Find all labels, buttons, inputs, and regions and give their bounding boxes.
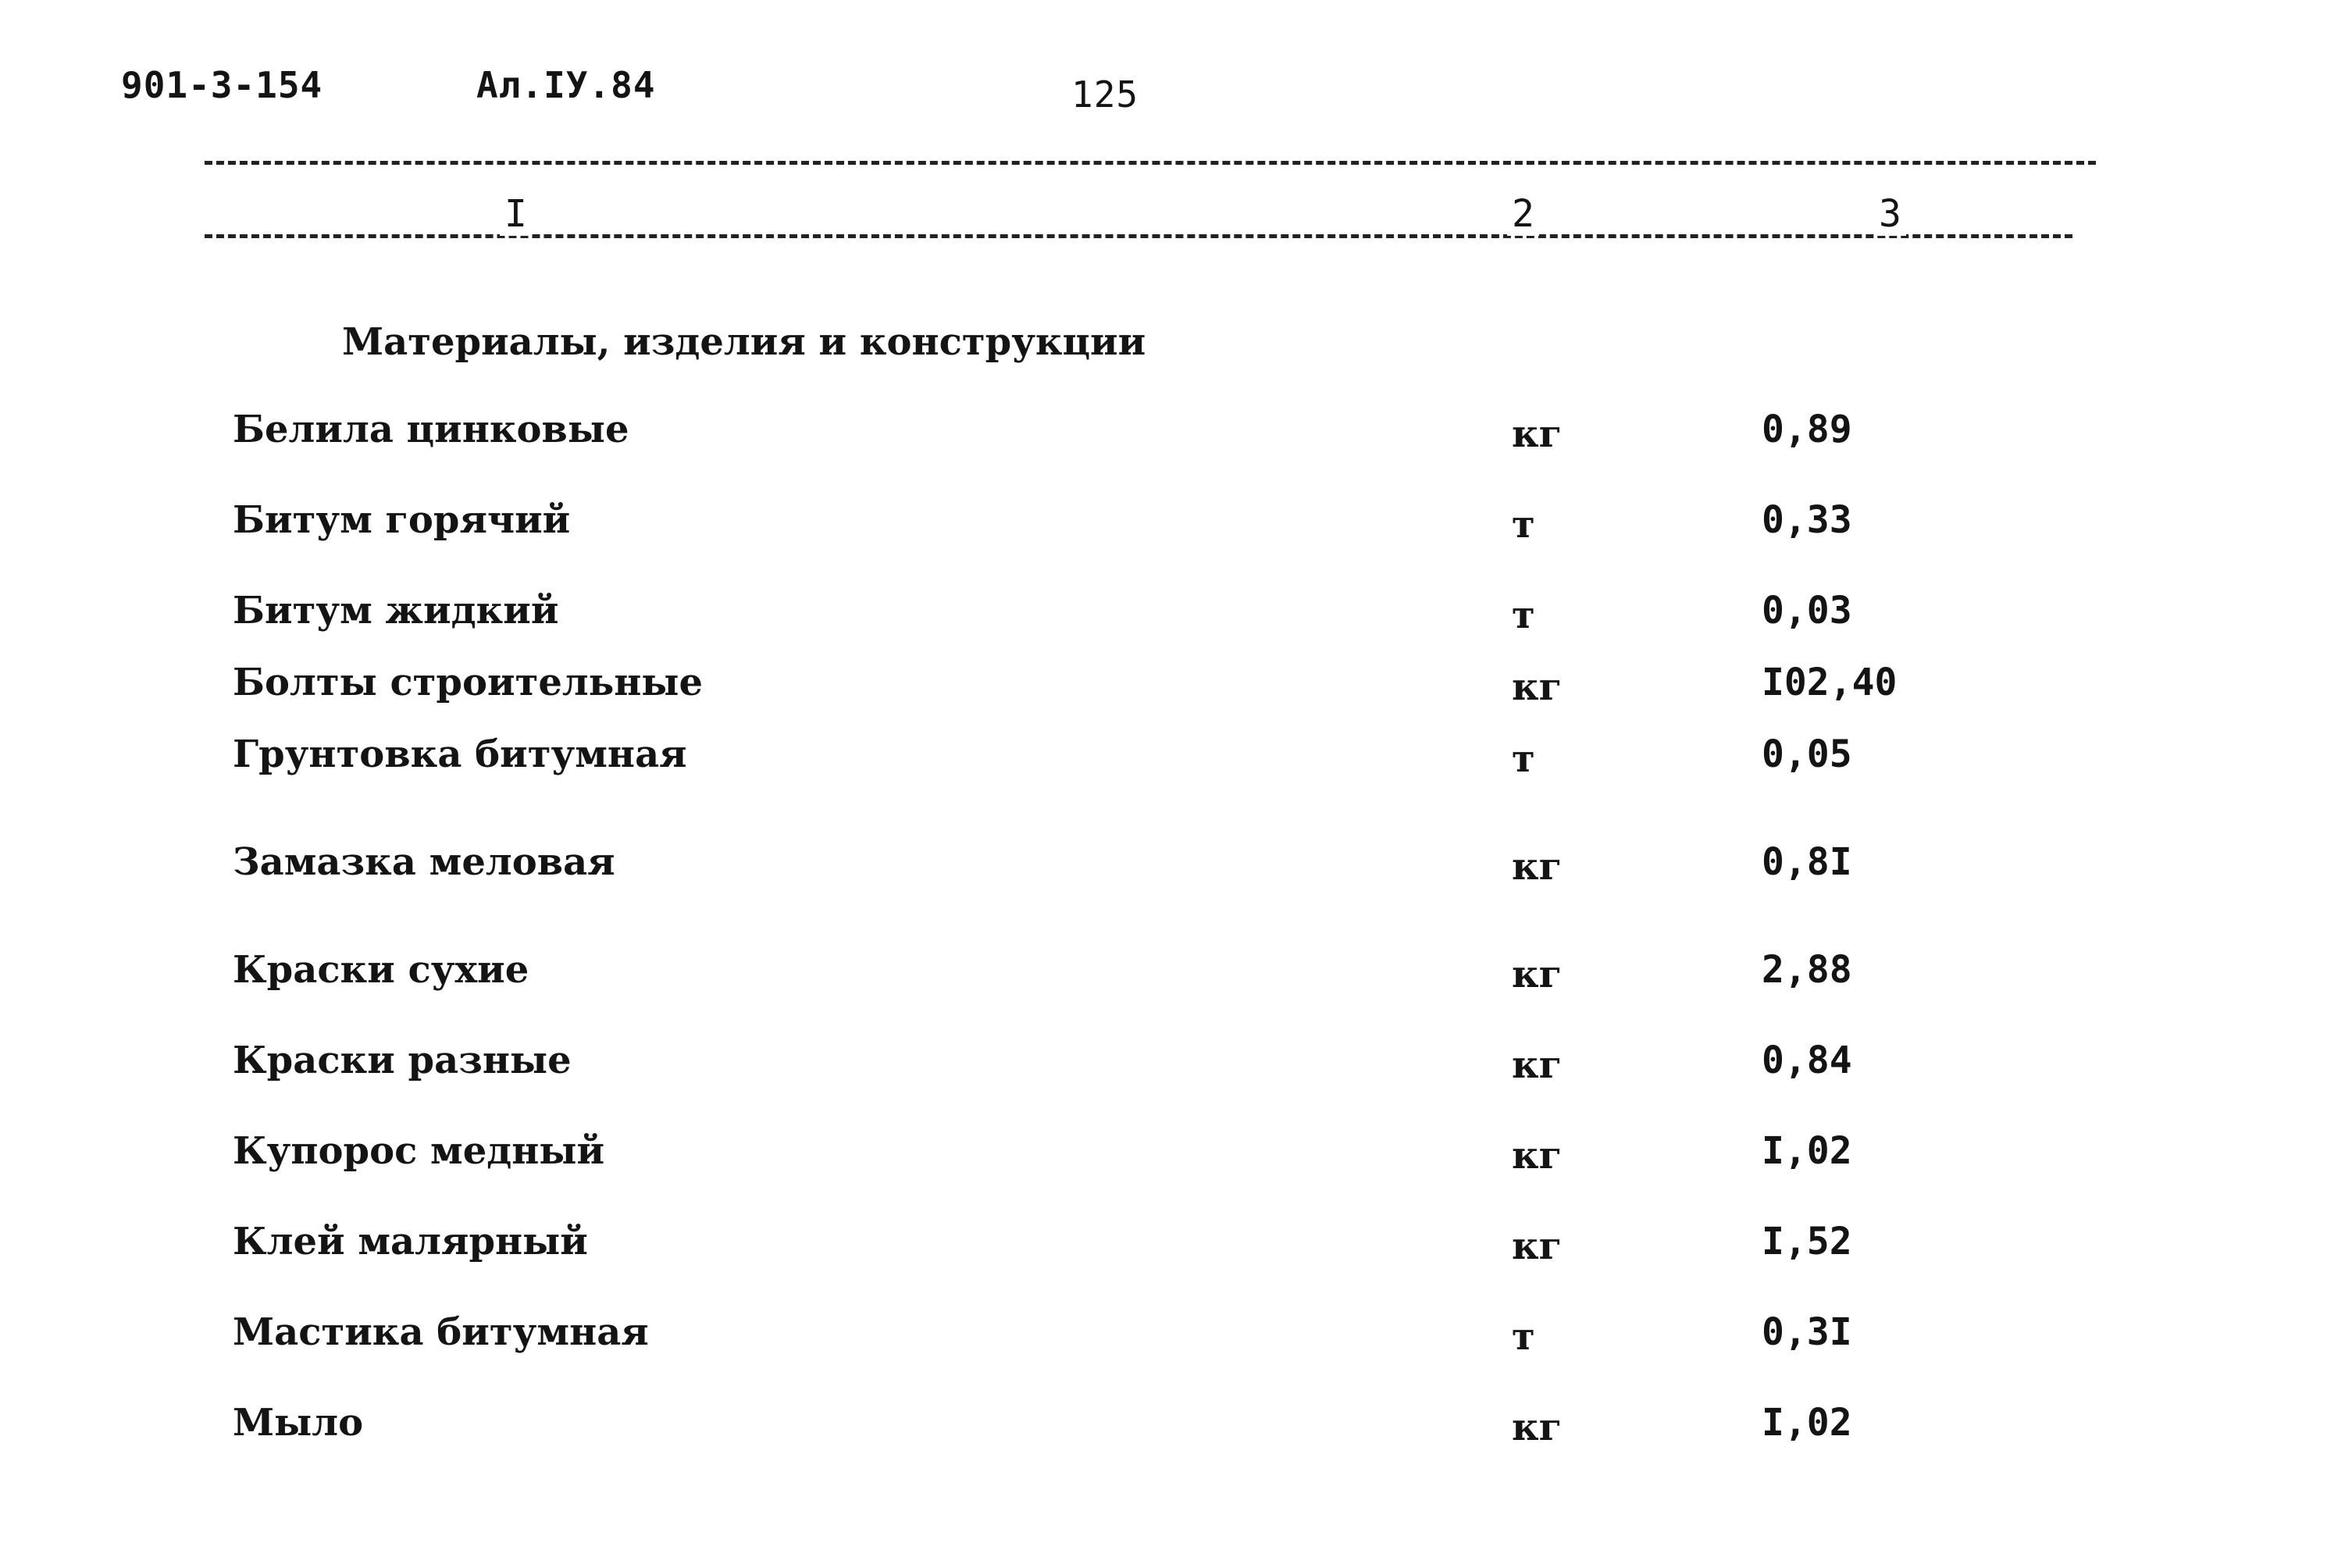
- quantity: 0,8I: [1762, 840, 1852, 884]
- unit-of-measure: т: [1512, 503, 1535, 547]
- material-name: Замазка меловая: [233, 840, 615, 884]
- unit-of-measure: кг: [1512, 1406, 1563, 1449]
- quantity: I,52: [1762, 1220, 1852, 1263]
- column-label-1: I: [500, 192, 532, 236]
- unit-of-measure: кг: [1512, 412, 1563, 456]
- unit-of-measure: кг: [1512, 845, 1563, 889]
- document-code: 901-3-154: [121, 64, 323, 106]
- material-name: Битум жидкий: [233, 589, 559, 633]
- table-row: [0, 1220, 2352, 1274]
- column-label-2: 2: [1507, 192, 1539, 236]
- material-name: Болты строительные: [233, 661, 704, 704]
- quantity: 0,05: [1762, 732, 1852, 776]
- section-heading: Материалы, изделия и конструкции: [342, 320, 1146, 364]
- material-name: Краски сухие: [233, 948, 529, 992]
- table-row: [0, 732, 2352, 787]
- table-row: [0, 948, 2352, 1003]
- material-name: Мастика битумная: [233, 1310, 649, 1354]
- quantity: I,02: [1762, 1129, 1852, 1173]
- album-number: Ал.IУ.84: [476, 64, 656, 106]
- material-name: Краски разные: [233, 1039, 572, 1082]
- material-name: Грунтовка битумная: [233, 732, 687, 776]
- quantity: 0,84: [1762, 1039, 1852, 1082]
- unit-of-measure: кг: [1512, 665, 1563, 709]
- unit-of-measure: т: [1512, 593, 1535, 637]
- table-row: [0, 589, 2352, 643]
- table-row: [0, 1039, 2352, 1093]
- table-header-rule: [205, 234, 2072, 238]
- unit-of-measure: т: [1512, 737, 1535, 781]
- unit-of-measure: т: [1512, 1315, 1535, 1359]
- quantity: 0,33: [1762, 498, 1852, 542]
- table-row: [0, 840, 2352, 895]
- table-top-rule: [205, 161, 2096, 165]
- quantity: I02,40: [1762, 661, 1898, 704]
- table-row: [0, 661, 2352, 715]
- table-row: [0, 408, 2352, 462]
- column-label-3: 3: [1874, 192, 1906, 236]
- table-row: [0, 498, 2352, 553]
- unit-of-measure: кг: [1512, 953, 1563, 996]
- unit-of-measure: кг: [1512, 1043, 1563, 1087]
- material-name: Купорос медный: [233, 1129, 605, 1173]
- quantity: 0,3I: [1762, 1310, 1852, 1354]
- table-row: [0, 1129, 2352, 1184]
- unit-of-measure: кг: [1512, 1134, 1563, 1178]
- material-name: Мыло: [233, 1401, 364, 1445]
- page-number: 125: [1071, 73, 1139, 116]
- unit-of-measure: кг: [1512, 1224, 1563, 1268]
- quantity: 2,88: [1762, 948, 1852, 992]
- quantity: 0,89: [1762, 408, 1852, 451]
- table-row: [0, 1310, 2352, 1365]
- table-row: [0, 1401, 2352, 1456]
- material-name: Битум горячий: [233, 498, 571, 542]
- quantity: 0,03: [1762, 589, 1852, 633]
- quantity: I,02: [1762, 1401, 1852, 1445]
- material-name: Белила цинковые: [233, 408, 629, 451]
- material-name: Клей малярный: [233, 1220, 588, 1263]
